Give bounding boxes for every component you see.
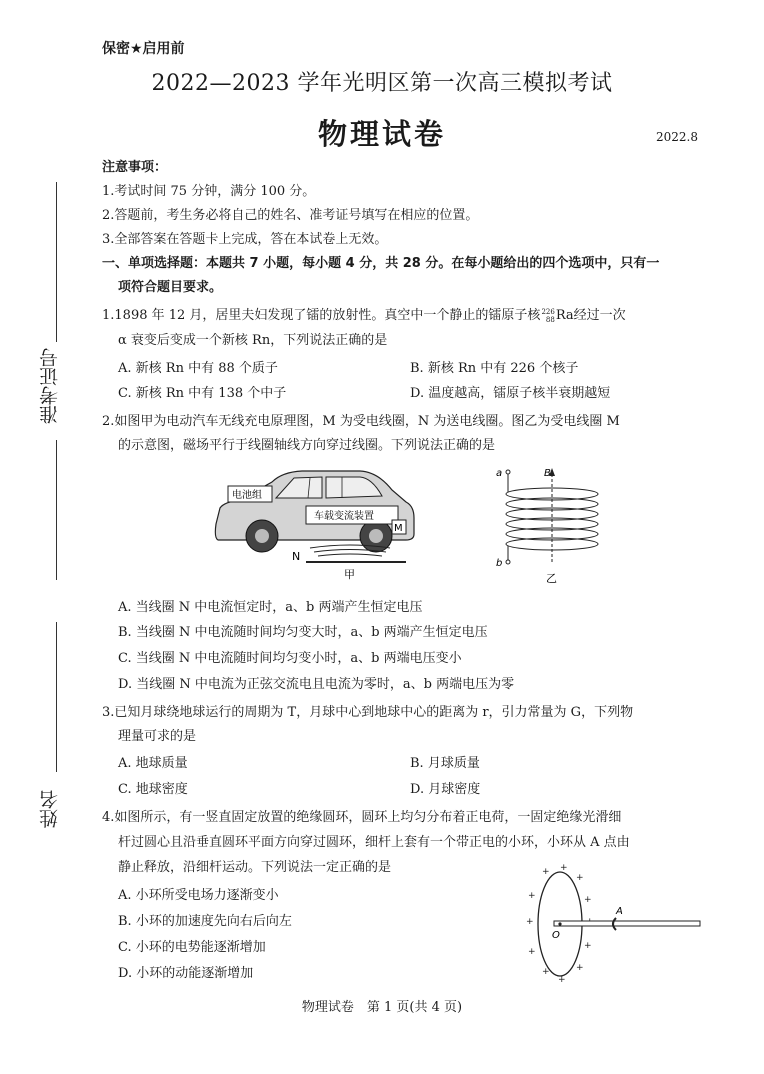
plus-sign: + — [528, 947, 536, 957]
section-heading-cont: 项符合题目要求。 — [118, 280, 223, 295]
figure-jia-label: 甲 — [344, 568, 355, 581]
exam-title: 2022—2023 学年光明区第一次高三模拟考试 — [151, 71, 613, 96]
q3-option-d: D. 月球密度 — [410, 782, 481, 797]
terminal-a-label: a — [496, 468, 503, 479]
plus-sign: + — [576, 873, 584, 883]
notice-item: 2.答题前，考生务必将自己的姓名、准考证号填写在相应的位置。 — [102, 208, 479, 223]
binding-line-lower — [56, 622, 57, 772]
q1-option-a: A. 新核 Rn 中有 88 个质子 — [118, 361, 278, 376]
question-1-stem-cont: α 衰变后变成一个新核 Rn，下列说法正确的是 — [118, 333, 388, 348]
q3-option-b: B. 月球质量 — [410, 756, 480, 771]
confidential-mark: 保密★启用前 — [102, 41, 185, 57]
q4-option-c: C. 小环的电势能逐渐增加 — [118, 940, 266, 955]
battery-label: 电池组 — [232, 490, 262, 501]
q1-option-b: B. 新核 Rn 中有 226 个核子 — [410, 361, 579, 376]
q1-option-d: D. 温度越高，镭原子核半衰期越短 — [410, 386, 611, 401]
q4-option-a: A. 小环所受电场力逐渐变小 — [118, 888, 279, 903]
plus-sign: + — [560, 863, 568, 873]
q1-nuclide-symbol: Ra — [555, 308, 574, 323]
plus-sign: + — [542, 967, 550, 977]
name-label: 姓名 — [39, 790, 61, 828]
plus-sign: + — [576, 963, 584, 973]
binding-line-top — [56, 182, 57, 342]
center-o-label: O — [552, 930, 560, 941]
notice-heading: 注意事项： — [102, 160, 168, 175]
q1-text-a: 1.1898 年 12 月，居里夫妇发现了镭的放射性。真空中一个静止的镭原子核 — [102, 308, 541, 323]
notice-item: 3.全部答案在答题卡上完成，答在本试卷上无效。 — [102, 232, 388, 247]
field-b-label: B — [544, 468, 551, 479]
subject-title: 物理试卷 — [317, 117, 446, 151]
plus-sign: + — [528, 891, 536, 901]
figure-yi-label: 乙 — [546, 572, 557, 585]
question-2-stem-cont: 的示意图，磁场平行于线圈轴线方向穿过线圈。下列说法正确的是 — [118, 438, 496, 453]
plus-sign: + — [542, 867, 550, 877]
q1-mass-number: 226 — [541, 307, 555, 316]
charged-ring-figure — [520, 862, 710, 986]
question-4-stem-cont: 杆过圆心且沿垂直圆环平面方向穿过圆环，细杆上套有一个带正电的小环，小环从 A 点由 — [118, 835, 630, 850]
q2-option-b: B. 当线圈 N 中电流随时间均匀变大时，a、b 两端产生恒定电压 — [118, 625, 488, 640]
q2-option-c: C. 当线圈 N 中电流随时间均匀变小时，a、b 两端电压变小 — [118, 651, 462, 666]
q1-option-c: C. 新核 Rn 中有 138 个中子 — [118, 386, 287, 401]
converter-label: 车载变流装置 — [314, 511, 374, 522]
coil-n-label: N — [292, 550, 301, 563]
coil-m-label: M — [394, 523, 403, 534]
point-a-label: A — [616, 906, 623, 917]
q1-text-b: 经过一次 — [573, 308, 626, 323]
q4-option-b: B. 小环的加速度先向右后向左 — [118, 914, 292, 929]
page-footer: 物理试卷 第 1 页(共 4 页) — [301, 1000, 463, 1015]
question-4-stem-cont2: 静止释放，沿细杆运动。下列说法一定正确的是 — [118, 860, 392, 875]
binding-line-mid — [56, 440, 57, 580]
question-2-stem: 2.如图甲为电动汽车无线充电原理图，M 为受电线圈，N 为送电线圈。图乙为受电线圈 M — [102, 414, 620, 429]
question-3-stem: 3.已知月球绕地球运行的周期为 T，月球中心到地球中心的距离为 r，引力常量为 G，下列物 — [102, 705, 634, 720]
q4-option-d: D. 小环的动能逐渐增加 — [118, 966, 254, 981]
receiving-coil-figure — [490, 462, 610, 586]
exam-id-label: 准考证号 — [39, 348, 61, 424]
question-3-stem-cont: 理量可求的是 — [118, 729, 197, 744]
q2-option-d: D. 当线圈 N 中电流为正弦交流电且电流为零时，a、b 两端电压为零 — [118, 677, 515, 692]
plus-sign: + — [584, 941, 592, 951]
plus-sign: + — [558, 975, 566, 985]
q3-option-c: C. 地球密度 — [118, 782, 188, 797]
wireless-charging-figure — [210, 462, 420, 582]
notice-item: 1.考试时间 75 分钟，满分 100 分。 — [102, 184, 316, 199]
q3-option-a: A. 地球质量 — [118, 756, 188, 771]
terminal-b-label: b — [496, 558, 503, 569]
section-heading: 一、单项选择题：本题共 7 小题，每小题 4 分，共 28 分。在每小题给出的四个选项中，只有一 — [102, 256, 660, 271]
exam-date: 2022.8 — [656, 130, 698, 144]
plus-sign: + — [526, 917, 534, 927]
plus-sign: + — [584, 895, 592, 905]
q1-nuclide-numbers — [541, 308, 554, 324]
question-4-stem: 4.如图所示，有一竖直固定放置的绝缘圆环，圆环上均匀分布着正电荷，一固定绝缘光滑细 — [102, 810, 622, 825]
q2-option-a: A. 当线圈 N 中电流恒定时，a、b 两端产生恒定电压 — [118, 600, 423, 615]
q1-charge-number: 88 — [545, 315, 555, 324]
question-1-stem — [102, 304, 626, 324]
